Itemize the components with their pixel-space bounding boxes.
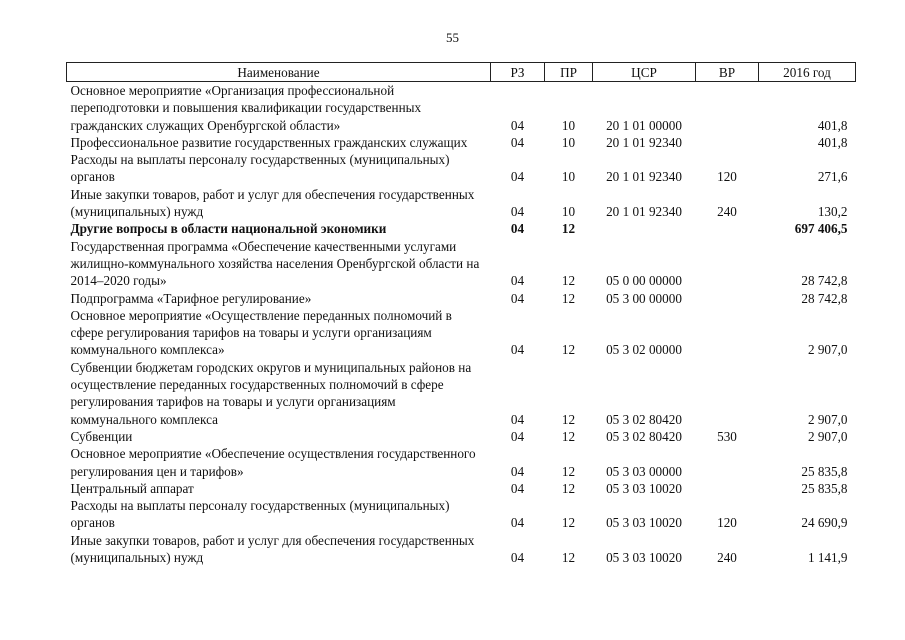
- row-rz: 04: [510, 463, 525, 479]
- row-rz: 04: [510, 411, 525, 427]
- table-row: [67, 359, 856, 428]
- row-csr: 05 3 00 00000: [606, 290, 682, 306]
- row-name: Иные закупки товаров, работ и услуг для обеспечения государственных (муниципальных) нужд: [70, 186, 475, 220]
- row-vr: [696, 359, 759, 428]
- row-pr: 10: [561, 117, 576, 133]
- row-rz: 04: [510, 428, 525, 444]
- table-row: [67, 428, 856, 445]
- row-rz: 04: [510, 342, 525, 358]
- row-pr: 10: [561, 169, 576, 185]
- row-pr: 10: [561, 204, 576, 220]
- row-amount: 2 907,0: [807, 428, 848, 444]
- row-csr: 05 3 03 00000: [606, 463, 682, 479]
- table-header-row: [67, 63, 856, 82]
- row-name: Государственная программа «Обеспечение качественными услугами жилищно-коммунального хозяйства населения Оренбургской области на 2014–2020 годы»: [70, 238, 480, 289]
- row-amount: 130,2: [817, 204, 848, 220]
- table-row: [67, 532, 856, 567]
- row-csr: 05 3 03 10020: [606, 480, 682, 496]
- header-pr: ПР: [545, 63, 593, 82]
- row-name: Субвенции: [70, 428, 133, 444]
- row-amount: 2 907,0: [807, 342, 848, 358]
- table-row-section: [67, 220, 856, 237]
- budget-table: [66, 62, 856, 566]
- row-vr: [696, 445, 759, 480]
- row-pr: 12: [561, 515, 576, 531]
- row-rz: 04: [510, 480, 525, 496]
- row-csr: 05 3 02 80420: [606, 411, 682, 427]
- row-csr: 20 1 01 92340: [606, 134, 682, 150]
- row-pr: 12: [561, 550, 576, 566]
- row-rz: 04: [510, 169, 525, 185]
- row-vr: 240: [717, 204, 737, 220]
- table-row: [67, 82, 856, 134]
- table-row: [67, 480, 856, 497]
- row-rz: 04: [510, 221, 525, 237]
- row-rz: 04: [510, 515, 525, 531]
- row-pr: 10: [561, 134, 576, 150]
- row-name: Иные закупки товаров, работ и услуг для обеспечения государственных (муниципальных) нужд: [70, 532, 475, 566]
- table-row: [67, 445, 856, 480]
- table-row: [67, 290, 856, 307]
- table-row: [67, 151, 856, 186]
- header-name: Наименование: [67, 63, 491, 82]
- row-vr: [696, 82, 759, 134]
- row-amount: 697 406,5: [794, 221, 848, 237]
- row-pr: 12: [561, 290, 576, 306]
- page-number: 55: [446, 30, 459, 45]
- row-rz: 04: [510, 273, 525, 289]
- row-csr: 05 3 02 80420: [606, 428, 682, 444]
- row-vr: 240: [717, 550, 737, 566]
- table-body: [67, 82, 856, 567]
- row-name: Субвенции бюджетам городских округов и муниципальных районов на осуществление переданных государственных полномочий в сфере регулирования тарифов на товары и услуги организациям коммунального комплекса: [70, 359, 472, 427]
- table-row: [67, 134, 856, 151]
- table-row: [67, 307, 856, 359]
- row-csr: 05 0 00 00000: [606, 273, 682, 289]
- row-name: Другие вопросы в области национальной экономики: [70, 221, 387, 237]
- row-pr: 12: [561, 428, 576, 444]
- row-vr: 120: [717, 169, 737, 185]
- row-vr: [696, 307, 759, 359]
- row-csr: 20 1 01 92340: [606, 169, 682, 185]
- row-vr: [696, 134, 759, 151]
- row-rz: 04: [510, 550, 525, 566]
- row-rz: 04: [510, 134, 525, 150]
- row-name: Профессиональное развитие государственных гражданских служащих: [70, 134, 468, 150]
- row-pr: 12: [561, 463, 576, 479]
- table-row: [67, 186, 856, 221]
- row-vr: [696, 290, 759, 307]
- row-csr: 20 1 01 92340: [606, 204, 682, 220]
- row-vr: [696, 220, 759, 237]
- row-pr: 12: [561, 273, 576, 289]
- row-csr: 05 3 02 00000: [606, 342, 682, 358]
- row-name: Основное мероприятие «Организация профессиональной переподготовки и повышения квалификации государственных гражданских служащих Оренбургской области»: [70, 83, 422, 133]
- row-rz: 04: [510, 290, 525, 306]
- row-amount: 25 835,8: [801, 480, 848, 496]
- row-vr: 120: [717, 515, 737, 531]
- row-pr: 12: [561, 411, 576, 427]
- row-amount: 28 742,8: [801, 273, 848, 289]
- row-vr: [696, 480, 759, 497]
- row-name: Основное мероприятие «Осуществление переданных полномочий в сфере регулирования тарифов на товары и услуги организациям коммунального комплекса»: [70, 307, 452, 358]
- header-csr: ЦСР: [593, 63, 696, 82]
- row-amount: 2 907,0: [807, 411, 848, 427]
- table-row: [67, 497, 856, 532]
- row-name: Подпрограмма «Тарифное регулирование»: [70, 290, 312, 306]
- row-rz: 04: [510, 204, 525, 220]
- row-csr: [593, 220, 696, 237]
- row-pr: 12: [561, 221, 576, 237]
- row-amount: 1 141,9: [807, 550, 848, 566]
- row-name: Центральный аппарат: [70, 480, 194, 496]
- row-name: Расходы на выплаты персоналу государственных (муниципальных) органов: [70, 498, 450, 531]
- row-csr: 05 3 03 10020: [606, 515, 682, 531]
- row-csr: 05 3 03 10020: [606, 550, 682, 566]
- row-rz: 04: [510, 117, 525, 133]
- table-row: [67, 238, 856, 290]
- header-year: 2016 год: [759, 63, 856, 82]
- row-name: Расходы на выплаты персоналу государственных (муниципальных) органов: [70, 152, 450, 185]
- row-name: Основное мероприятие «Обеспечение осуществления государственного регулирования цен и тарифов»: [70, 446, 476, 479]
- row-amount: 24 690,9: [801, 515, 848, 531]
- header-vr: ВР: [696, 63, 759, 82]
- header-rz: РЗ: [491, 63, 545, 82]
- row-csr: 20 1 01 00000: [606, 117, 682, 133]
- row-amount: 25 835,8: [801, 463, 848, 479]
- row-amount: 401,8: [817, 117, 848, 133]
- row-vr: 530: [717, 428, 737, 444]
- row-amount: 401,8: [817, 134, 848, 150]
- row-amount: 271,6: [817, 169, 848, 185]
- row-vr: [696, 238, 759, 290]
- row-pr: 12: [561, 342, 576, 358]
- row-pr: 12: [561, 480, 576, 496]
- row-amount: 28 742,8: [801, 290, 848, 306]
